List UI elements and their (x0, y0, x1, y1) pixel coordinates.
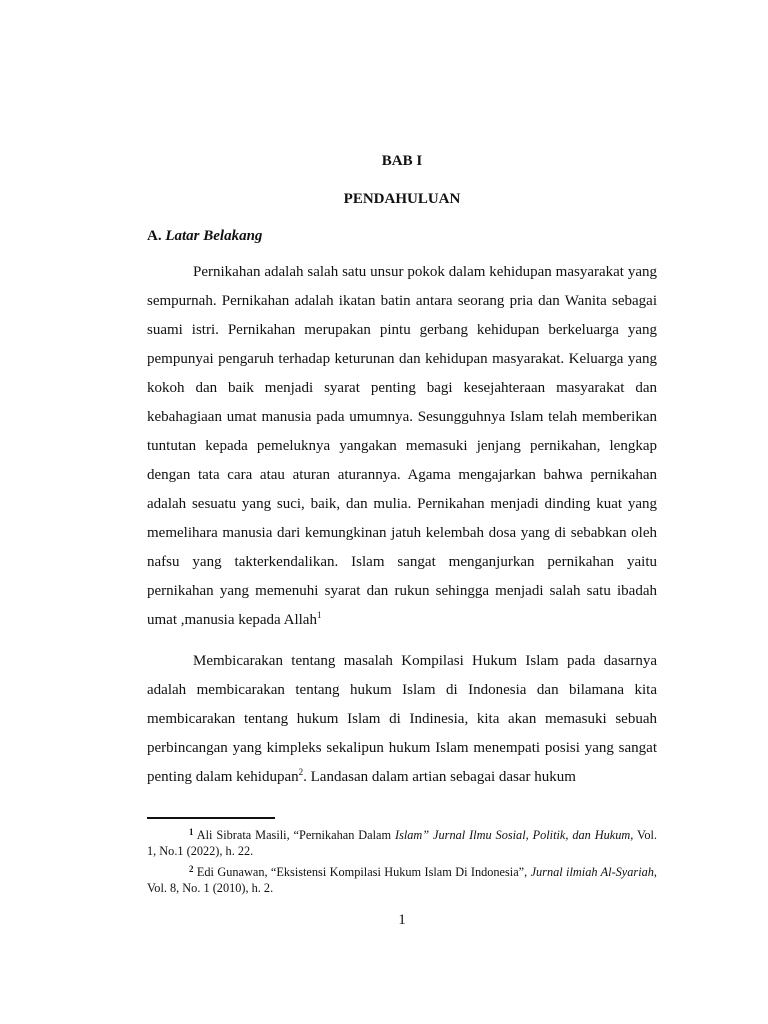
footnote-1-mark: 1 (189, 827, 194, 837)
section-title: Latar Belakang (165, 228, 263, 244)
footnote-2-text: Edi Gunawan, “Eksistensi Kompilasi Hukum Islam Di Indonesia”, (196, 865, 531, 879)
page-number: 1 (398, 912, 406, 928)
paragraph-1 (147, 258, 657, 635)
footnote-1-text: Ali Sibrata Masili, “Pernikahan Dalam (196, 828, 395, 842)
paragraph-1-text: Pernikahan adalah salah satu unsur pokok dalam kehidupan masyarakat yang sempurnah. Pernikahan adalah ikatan batin antara seorang pria dan Wanita sebagai suami istri. Pernikahan merupakan pintu gerbang kehidupan berkeluarga yang pempunyai pengaruh terhadap keturunan dan kehidupan masyarakat. Keluarga yang kokoh dan baik menjadi syarat penting bagi kesejahteraan masyarakat dan kebahagiaan umat manusia pada umumnya. Sesungguhnya Islam telah memberikan tuntutan kepada pemeluknya yangakan memasuki jenjang pernikahan, lengkap dengan tata cara atau aturan aturannya. Agama mengajarkan bahwa pernikahan adalah sesuatu yang suci, baik, dan mulia. Pernikahan menjadi dinding kuat yang memelihara manusia dari kemungkinan jatuh kelembah dosa yang di sebabkan oleh nafsu yang takterkendalikan. Islam sangat menganjurkan pernikahan yaitu pernikahan yang memenuhi syarat dan rukun sehingga menjadi salah satu ibadah umat ,manusia kepada Allah (147, 264, 657, 628)
paragraph-2 (147, 647, 657, 792)
footnote-2-citation: , Vol. 8, No. 1 (2010), h. 2. (147, 865, 657, 895)
footnote-1-citation: , Vol. 1, No.1 (2022), h. 22. (147, 828, 657, 858)
paragraph-2-text-continued: . Landasan dalam artian sebagai dasar hukum (303, 769, 576, 785)
footnote-1-journal: Islam” Jurnal Ilmu Sosial, Politik, dan Hukum (394, 828, 631, 842)
chapter-title: PENDAHULUAN (343, 191, 461, 207)
paragraph-2-text: Membicarakan tentang masalah Kompilasi Hukum Islam pada dasarnya adalah membicarakan tentang hukum Islam di Indonesia dan bilamana kita membicarakan tentang hukum Islam di Indinesia, kita akan memasuki sebuah perbincangan yang kimpleks sekalipun hukum Islam menempati posisi yang sangat penting dalam kehidupan (147, 653, 657, 785)
footnote-divider (147, 817, 275, 819)
section-letter: A. (147, 228, 162, 244)
footnote-2-mark: 2 (189, 864, 194, 874)
section-heading (147, 228, 262, 245)
footnote-2-journal: Jurnal ilmiah Al-Syariah (530, 865, 654, 879)
footnote-ref-1: 1 (316, 610, 322, 620)
footnote-2 (147, 864, 657, 896)
chapter-number: BAB I (381, 153, 423, 169)
footnote-1 (147, 827, 657, 859)
footnote-ref-2: 2 (298, 767, 304, 777)
